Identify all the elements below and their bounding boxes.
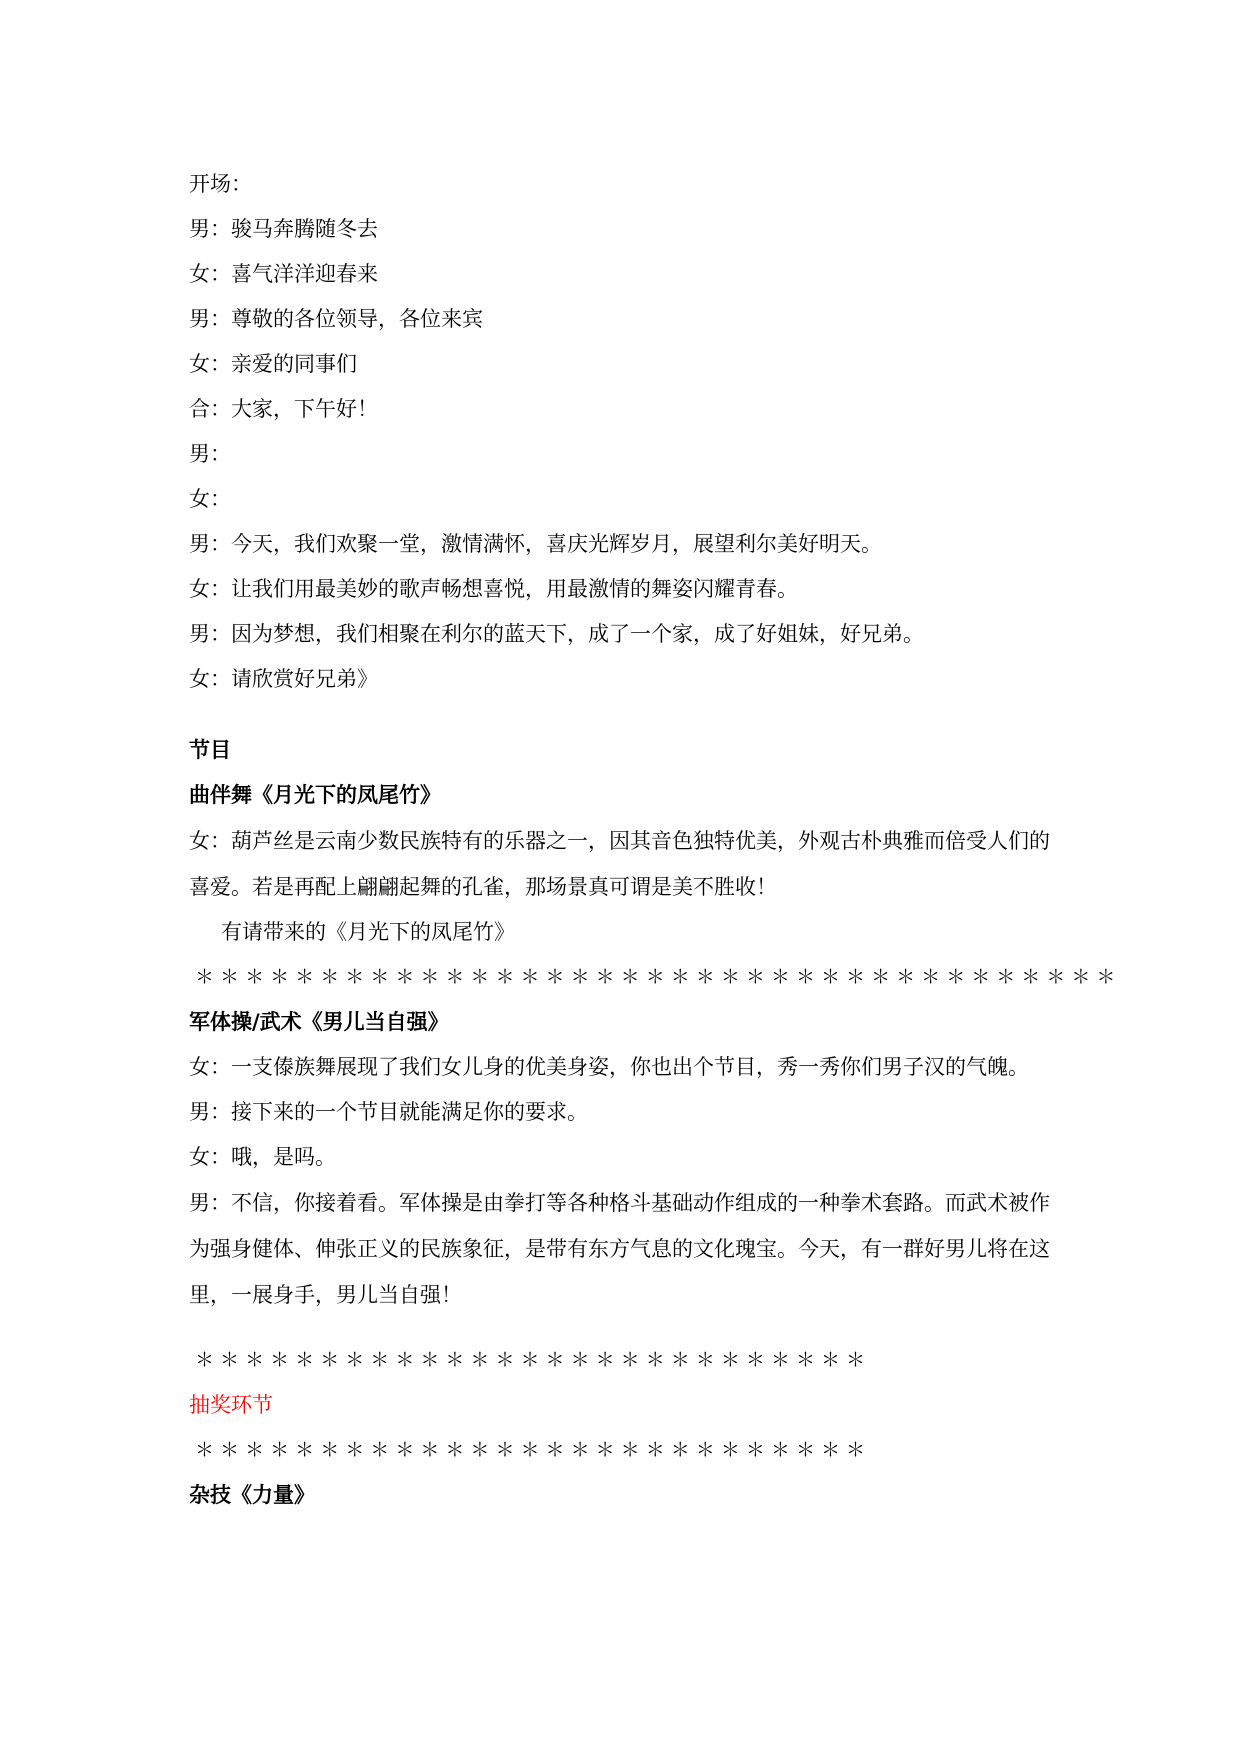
script-line: 男：因为梦想，我们相聚在利尔的蓝天下，成了一个家，成了好姐妹，好兄弟。 bbox=[189, 622, 924, 646]
script-line: 女： bbox=[189, 487, 231, 511]
program-title-1: 曲伴舞《月光下的凤尾竹》 bbox=[189, 783, 441, 807]
script-line: 男：接下来的一个节目就能满足你的要求。 bbox=[189, 1100, 588, 1124]
script-line: 女：请欣赏好兄弟》 bbox=[189, 667, 378, 691]
script-line: 女：哦，是吗。 bbox=[189, 1145, 336, 1169]
spacer bbox=[189, 1318, 1069, 1338]
script-line: 合：大家，下午好！ bbox=[189, 397, 378, 421]
separator-stars: ＊ ＊ ＊ ＊ ＊ ＊ ＊ ＊ ＊ ＊ ＊ ＊ ＊ ＊ ＊ ＊ ＊ ＊ ＊ ＊ ＊ ＊ ＊ ＊ ＊ ＊ ＊ bbox=[195, 1349, 866, 1371]
program-heading: 节目 bbox=[189, 738, 231, 762]
program-invite-1: 有请带来的《月光下的凤尾竹》 bbox=[221, 920, 515, 944]
program-paragraph-1: 女：葫芦丝是云南少数民族特有的乐器之一，因其音色独特优美，外观古朴典雅而倍受人们的喜爱。若是再配上翩翩起舞的孔雀，那场景真可谓是美不胜收！ bbox=[189, 829, 1050, 899]
script-line: 男：尊敬的各位领导，各位来宾 bbox=[189, 307, 483, 331]
program-paragraph-2: 男：不信，你接着看。军体操是由拳打等各种格斗基础动作组成的一种拳术套路。而武术被作为强身健体、伸张正义的民族象征，是带有东方气息的文化瑰宝。今天，有一群好男儿将在这里，一展身手，男儿当自强！ bbox=[189, 1191, 1050, 1307]
lottery-label: 抽奖环节 bbox=[189, 1393, 273, 1417]
script-line: 女：亲爱的同事们 bbox=[189, 352, 357, 376]
separator-stars: ＊ ＊ ＊ ＊ ＊ ＊ ＊ ＊ ＊ ＊ ＊ ＊ ＊ ＊ ＊ ＊ ＊ ＊ ＊ ＊ ＊ ＊ ＊ ＊ ＊ ＊ ＊ bbox=[195, 1439, 866, 1461]
program-title-3: 杂技《力量》 bbox=[189, 1483, 315, 1507]
document-page bbox=[189, 162, 1116, 1518]
script-line: 女：让我们用最美妙的歌声畅想喜悦，用最激情的舞姿闪耀青春。 bbox=[189, 577, 798, 601]
script-line: 男：今天，我们欢聚一堂，激情满怀，喜庆光辉岁月，展望利尔美好明天。 bbox=[189, 532, 882, 556]
script-line: 男：骏马奔腾随冬去 bbox=[189, 217, 378, 241]
separator-stars: ＊ ＊ ＊ ＊ ＊ ＊ ＊ ＊ ＊ ＊ ＊ ＊ ＊ ＊ ＊ ＊ ＊ ＊ ＊ ＊ ＊ ＊ ＊ ＊ ＊ ＊ ＊ ＊ ＊ ＊ ＊ ＊ ＊ ＊ ＊ ＊ ＊ bbox=[195, 966, 1116, 988]
opening-heading: 开场： bbox=[189, 172, 252, 196]
program-title-2: 军体操/武术《男儿当自强》 bbox=[189, 1010, 449, 1034]
script-line: 男： bbox=[189, 442, 231, 466]
script-line: 女：一支傣族舞展现了我们女儿身的优美身姿，你也出个节目，秀一秀你们男子汉的气魄。 bbox=[189, 1055, 1029, 1079]
spacer bbox=[189, 702, 1069, 728]
script-line: 女：喜气洋洋迎春来 bbox=[189, 262, 378, 286]
